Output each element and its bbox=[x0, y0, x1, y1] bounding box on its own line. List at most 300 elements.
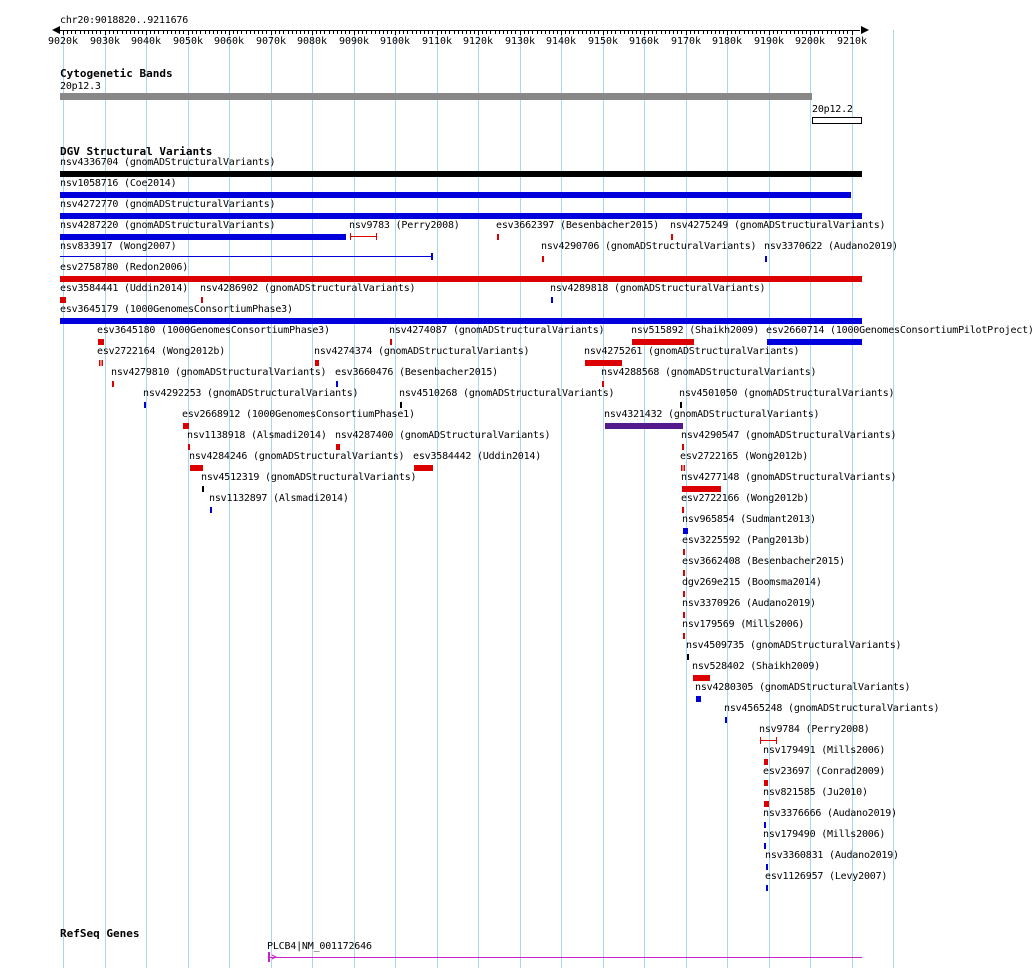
dgv-feature-bar[interactable] bbox=[602, 381, 604, 387]
scale-minor-tick bbox=[607, 31, 608, 34]
dgv-feature-label[interactable]: nsv4510268 (gnomADStructuralVariants) bbox=[399, 388, 615, 399]
dgv-feature-label[interactable]: nsv4286902 (gnomADStructuralVariants) bbox=[200, 283, 416, 294]
scale-minor-tick bbox=[217, 31, 218, 34]
scale-minor-tick bbox=[781, 31, 782, 34]
scale-minor-tick bbox=[75, 31, 76, 34]
dgv-feature-label[interactable]: nsv4274087 (gnomADStructuralVariants) bbox=[389, 325, 605, 336]
dgv-feature-bar[interactable] bbox=[202, 486, 204, 492]
scale-minor-tick bbox=[445, 31, 446, 34]
scale-tick bbox=[63, 30, 64, 35]
dgv-feature-label[interactable]: esv3225592 (Pang2013b) bbox=[682, 535, 811, 546]
scale-minor-tick bbox=[707, 31, 708, 34]
scale-tick bbox=[810, 30, 811, 35]
dgv-feature-bar[interactable] bbox=[766, 864, 768, 870]
scale-minor-tick bbox=[154, 31, 155, 34]
scale-minor-tick bbox=[499, 31, 500, 34]
scale-tick bbox=[520, 30, 521, 35]
scale-minor-tick bbox=[383, 31, 384, 34]
dgv-feature-bar[interactable] bbox=[682, 444, 684, 450]
scale-minor-tick bbox=[615, 31, 616, 34]
scale-minor-tick bbox=[611, 31, 612, 34]
scale-minor-tick bbox=[399, 31, 400, 34]
scale-minor-tick bbox=[669, 31, 670, 34]
scale-minor-tick bbox=[528, 31, 529, 34]
dgv-feature-bar[interactable] bbox=[680, 402, 682, 408]
scale-minor-tick bbox=[786, 31, 787, 34]
scale-minor-tick bbox=[764, 31, 765, 34]
scale-tick bbox=[437, 30, 438, 35]
dgv-feature-label[interactable]: nsv4275261 (gnomADStructuralVariants) bbox=[584, 346, 800, 357]
scale-minor-tick bbox=[142, 31, 143, 34]
dgv-feature-label[interactable]: nsv4292253 (gnomADStructuralVariants) bbox=[143, 388, 359, 399]
dgv-feature-bar[interactable] bbox=[683, 591, 685, 597]
dgv-feature-label[interactable]: nsv9783 (Perry2008) bbox=[349, 220, 460, 231]
scale-tick-label: 9050k bbox=[172, 36, 204, 47]
scale-minor-tick bbox=[84, 31, 85, 34]
scale-minor-tick bbox=[130, 31, 131, 34]
dgv-feature-bar[interactable] bbox=[683, 633, 685, 639]
scale-tick-label: 9170k bbox=[670, 36, 702, 47]
dgv-feature-bar[interactable] bbox=[542, 256, 544, 262]
scale-tick-label: 9100k bbox=[379, 36, 411, 47]
scale-minor-tick bbox=[744, 31, 745, 34]
scale-minor-tick bbox=[246, 31, 247, 34]
scale-minor-tick bbox=[648, 31, 649, 34]
scale-minor-tick bbox=[794, 31, 795, 34]
scale-minor-tick bbox=[748, 31, 749, 34]
scale-minor-tick bbox=[843, 31, 844, 34]
scale-minor-tick bbox=[677, 31, 678, 34]
dgv-feature-label[interactable]: esv3645180 (1000GenomesConsortiumPhase3) bbox=[97, 325, 330, 336]
dgv-feature-label[interactable]: nsv9784 (Perry2008) bbox=[759, 724, 870, 735]
scale-tick bbox=[603, 30, 604, 35]
scale-minor-tick bbox=[798, 31, 799, 34]
scale-tick bbox=[188, 30, 189, 35]
dgv-feature-bar[interactable] bbox=[400, 402, 402, 408]
scale-minor-tick bbox=[698, 31, 699, 34]
scale-tick-label: 9180k bbox=[711, 36, 743, 47]
scale-minor-tick bbox=[719, 31, 720, 34]
dgv-feature-bar[interactable] bbox=[764, 801, 769, 807]
scale-tick bbox=[644, 30, 645, 35]
scale-minor-tick bbox=[777, 31, 778, 34]
dgv-feature-label[interactable]: esv2722165 (Wong2012b) bbox=[680, 451, 809, 462]
dgv-feature-bar[interactable] bbox=[99, 360, 103, 366]
scale-minor-tick bbox=[822, 31, 823, 34]
scale-minor-tick bbox=[569, 31, 570, 34]
dgv-feature-bar[interactable] bbox=[682, 486, 721, 492]
scale-minor-tick bbox=[545, 31, 546, 34]
scale-minor-tick bbox=[735, 31, 736, 34]
dgv-feature-label[interactable]: nsv4279810 (gnomADStructuralVariants) bbox=[111, 367, 327, 378]
dgv-feature-label[interactable]: nsv3376666 (Audano2019) bbox=[763, 808, 897, 819]
dgv-track-title: DGV Structural Variants bbox=[60, 145, 213, 158]
scale-line bbox=[60, 30, 860, 31]
scale-minor-tick bbox=[122, 31, 123, 34]
dgv-feature-label[interactable]: nsv965854 (Sudmant2013) bbox=[682, 514, 816, 525]
refseq-track-title: RefSeq Genes bbox=[60, 927, 140, 940]
dgv-feature-bar[interactable] bbox=[760, 737, 777, 744]
dgv-feature-label[interactable]: dgv269e215 (Boomsma2014) bbox=[682, 577, 822, 588]
scale-minor-tick bbox=[553, 31, 554, 34]
dgv-feature-label[interactable]: nsv4321432 (gnomADStructuralVariants) bbox=[604, 409, 820, 420]
scale-minor-tick bbox=[300, 31, 301, 34]
scale-minor-tick bbox=[412, 31, 413, 34]
scale-minor-tick bbox=[598, 31, 599, 34]
dgv-feature-label[interactable]: nsv4290706 (gnomADStructuralVariants) bbox=[541, 241, 757, 252]
dgv-feature-label[interactable]: nsv4284246 (gnomADStructuralVariants) bbox=[189, 451, 405, 462]
dgv-feature-label[interactable]: nsv179491 (Mills2006) bbox=[763, 745, 886, 756]
scale-tick-label: 9040k bbox=[130, 36, 162, 47]
scale-minor-tick bbox=[320, 31, 321, 34]
scale-tick bbox=[229, 30, 230, 35]
scale-minor-tick bbox=[349, 31, 350, 34]
dgv-feature-bar[interactable] bbox=[764, 780, 768, 786]
scale-minor-tick bbox=[424, 31, 425, 34]
scale-minor-tick bbox=[175, 31, 176, 34]
cytoband-label: 20p12.3 bbox=[60, 81, 101, 92]
scale-tick bbox=[852, 30, 853, 35]
scale-minor-tick bbox=[620, 31, 621, 34]
scale-minor-tick bbox=[428, 31, 429, 34]
scale-minor-tick bbox=[279, 31, 280, 34]
cytoband-label: 20p12.2 bbox=[812, 104, 853, 115]
dgv-feature-label[interactable]: nsv833917 (Wong2007) bbox=[60, 241, 177, 252]
scale-minor-tick bbox=[387, 31, 388, 34]
dgv-feature-bar[interactable] bbox=[60, 192, 851, 198]
dgv-feature-bar[interactable] bbox=[696, 696, 701, 702]
dgv-feature-bar[interactable] bbox=[585, 360, 622, 366]
dgv-feature-label[interactable]: nsv528402 (Shaikh2009) bbox=[692, 661, 821, 672]
dgv-feature-bar[interactable] bbox=[60, 171, 862, 177]
scale-minor-tick bbox=[466, 31, 467, 34]
scale-minor-tick bbox=[756, 31, 757, 34]
scale-minor-tick bbox=[802, 31, 803, 34]
scale-minor-tick bbox=[490, 31, 491, 34]
scale-minor-tick bbox=[237, 31, 238, 34]
scale-minor-tick bbox=[839, 31, 840, 34]
scale-tick bbox=[146, 30, 147, 35]
dgv-feature-bar[interactable] bbox=[551, 297, 553, 303]
dgv-feature-bar[interactable] bbox=[681, 465, 685, 471]
scale-minor-tick bbox=[258, 31, 259, 34]
scale-minor-tick bbox=[221, 31, 222, 34]
gridline bbox=[893, 30, 894, 968]
scale-minor-tick bbox=[441, 31, 442, 34]
dgv-feature-label[interactable]: esv2722164 (Wong2012b) bbox=[97, 346, 226, 357]
scale-minor-tick bbox=[192, 31, 193, 34]
scale-minor-tick bbox=[92, 31, 93, 34]
scale-tick-label: 9110k bbox=[421, 36, 453, 47]
scale-minor-tick bbox=[652, 31, 653, 34]
scale-minor-tick bbox=[375, 31, 376, 34]
scale-minor-tick bbox=[739, 31, 740, 34]
scroll-right-arrow-icon[interactable] bbox=[861, 26, 869, 34]
scale-minor-tick bbox=[345, 31, 346, 34]
dgv-feature-bar[interactable] bbox=[144, 402, 146, 408]
scale-minor-tick bbox=[304, 31, 305, 34]
dgv-feature-bar[interactable] bbox=[414, 465, 433, 471]
dgv-feature-label[interactable]: nsv1058716 (Coe2014) bbox=[60, 178, 177, 189]
scale-minor-tick bbox=[262, 31, 263, 34]
dgv-feature-label[interactable]: nsv3370622 (Audano2019) bbox=[764, 241, 898, 252]
scale-tick bbox=[686, 30, 687, 35]
scale-minor-tick bbox=[537, 31, 538, 34]
scale-minor-tick bbox=[454, 31, 455, 34]
dgv-feature-bar[interactable] bbox=[671, 234, 673, 240]
dgv-feature-bar[interactable] bbox=[683, 549, 685, 555]
dgv-feature-label[interactable]: nsv3370926 (Audano2019) bbox=[682, 598, 816, 609]
dgv-feature-label[interactable]: nsv4290547 (gnomADStructuralVariants) bbox=[681, 430, 897, 441]
scale-minor-tick bbox=[847, 31, 848, 34]
dgv-feature-label[interactable]: nsv4275249 (gnomADStructuralVariants) bbox=[670, 220, 886, 231]
dgv-feature-bar[interactable] bbox=[765, 256, 767, 262]
position-label: chr20:9018820..9211676 bbox=[60, 15, 189, 26]
dgv-feature-label[interactable]: esv3584441 (Uddin2014) bbox=[60, 283, 189, 294]
dgv-feature-label[interactable]: esv3584442 (Uddin2014) bbox=[413, 451, 542, 462]
dgv-feature-label[interactable]: nsv4509735 (gnomADStructuralVariants) bbox=[686, 640, 902, 651]
gene-label[interactable]: PLCB4|NM_001172646 bbox=[267, 941, 372, 952]
dgv-feature-label[interactable]: nsv4336704 (gnomADStructuralVariants) bbox=[60, 157, 276, 168]
scale-minor-tick bbox=[171, 31, 172, 34]
scale-tick-label: 9190k bbox=[753, 36, 785, 47]
scale-minor-tick bbox=[806, 31, 807, 34]
dgv-feature-bar[interactable] bbox=[764, 759, 768, 765]
scale-minor-tick bbox=[213, 31, 214, 34]
scale-minor-tick bbox=[565, 31, 566, 34]
dgv-feature-bar[interactable] bbox=[725, 717, 727, 723]
scale-tick bbox=[271, 30, 272, 35]
dgv-feature-label[interactable]: nsv1132897 (Alsmadi2014) bbox=[209, 493, 349, 504]
scale-minor-tick bbox=[126, 31, 127, 34]
dgv-feature-label[interactable]: nsv515892 (Shaikh2009) bbox=[631, 325, 760, 336]
dgv-feature-bar[interactable] bbox=[683, 570, 685, 576]
dgv-feature-bar[interactable] bbox=[60, 318, 862, 324]
scale-minor-tick bbox=[254, 31, 255, 34]
scale-minor-tick bbox=[167, 31, 168, 34]
dgv-feature-label[interactable]: nsv4280305 (gnomADStructuralVariants) bbox=[695, 682, 911, 693]
scale-tick-label: 9160k bbox=[628, 36, 660, 47]
dgv-feature-label[interactable]: nsv4287220 (gnomADStructuralVariants) bbox=[60, 220, 276, 231]
scale-minor-tick bbox=[407, 31, 408, 34]
scale-minor-tick bbox=[482, 31, 483, 34]
scale-minor-tick bbox=[628, 31, 629, 34]
scale-minor-tick bbox=[196, 31, 197, 34]
scale-minor-tick bbox=[266, 31, 267, 34]
dgv-feature-label[interactable]: nsv4565248 (gnomADStructuralVariants) bbox=[724, 703, 940, 714]
cytoband-20p12-3[interactable] bbox=[60, 93, 812, 100]
scale-minor-tick bbox=[292, 31, 293, 34]
dgv-feature-label[interactable]: nsv4288568 (gnomADStructuralVariants) bbox=[601, 367, 817, 378]
scale-minor-tick bbox=[827, 31, 828, 34]
dgv-feature-label[interactable]: nsv3360831 (Audano2019) bbox=[765, 850, 899, 861]
scale-minor-tick bbox=[163, 31, 164, 34]
scale-minor-tick bbox=[486, 31, 487, 34]
dgv-feature-label[interactable]: nsv821585 (Ju2010) bbox=[763, 787, 868, 798]
dgv-feature-label[interactable]: nsv4512319 (gnomADStructuralVariants) bbox=[201, 472, 417, 483]
scale-minor-tick bbox=[549, 31, 550, 34]
scale-minor-tick bbox=[582, 31, 583, 34]
scale-minor-tick bbox=[632, 31, 633, 34]
dgv-feature-label[interactable]: nsv4289818 (gnomADStructuralVariants) bbox=[550, 283, 766, 294]
scale-minor-tick bbox=[179, 31, 180, 34]
dgv-feature-bar[interactable] bbox=[60, 276, 862, 282]
scale-tick-label: 9120k bbox=[462, 36, 494, 47]
scale-tick bbox=[105, 30, 106, 35]
dgv-feature-bar[interactable] bbox=[687, 654, 689, 660]
dgv-feature-label[interactable]: esv2722166 (Wong2012b) bbox=[681, 493, 810, 504]
dgv-feature-bar[interactable] bbox=[210, 507, 212, 513]
scale-minor-tick bbox=[731, 31, 732, 34]
dgv-feature-bar[interactable] bbox=[190, 465, 203, 471]
dgv-feature-bar[interactable] bbox=[188, 444, 190, 450]
gene-model[interactable] bbox=[270, 957, 862, 958]
scale-minor-tick bbox=[432, 31, 433, 34]
scale-minor-tick bbox=[590, 31, 591, 34]
scale-minor-tick bbox=[532, 31, 533, 34]
scale-minor-tick bbox=[88, 31, 89, 34]
scale-minor-tick bbox=[636, 31, 637, 34]
gene-start-arrow-icon bbox=[266, 952, 278, 964]
dgv-feature-label[interactable]: esv23697 (Conrad2009) bbox=[763, 766, 886, 777]
scale-minor-tick bbox=[96, 31, 97, 34]
scale-tick-label: 9020k bbox=[47, 36, 79, 47]
scale-minor-tick bbox=[773, 31, 774, 34]
dgv-feature-bar[interactable] bbox=[764, 843, 766, 849]
scale-minor-tick bbox=[624, 31, 625, 34]
dgv-feature-bar[interactable] bbox=[183, 423, 189, 429]
dgv-feature-label[interactable]: nsv4501050 (gnomADStructuralVariants) bbox=[679, 388, 895, 399]
scale-minor-tick bbox=[379, 31, 380, 34]
scale-minor-tick bbox=[341, 31, 342, 34]
scale-minor-tick bbox=[470, 31, 471, 34]
dgv-feature-label[interactable]: nsv1138918 (Alsmadi2014) bbox=[187, 430, 327, 441]
cytoband-20p12-2[interactable] bbox=[812, 117, 862, 124]
scale-tick-label: 9070k bbox=[255, 36, 287, 47]
scale-minor-tick bbox=[715, 31, 716, 34]
scale-minor-tick bbox=[134, 31, 135, 34]
scale-minor-tick bbox=[358, 31, 359, 34]
scale-minor-tick bbox=[333, 31, 334, 34]
scale-minor-tick bbox=[831, 31, 832, 34]
dgv-feature-bar[interactable] bbox=[60, 297, 66, 303]
scale-minor-tick bbox=[420, 31, 421, 34]
scale-minor-tick bbox=[681, 31, 682, 34]
dgv-feature-bar[interactable] bbox=[497, 234, 499, 240]
dgv-feature-label[interactable]: esv3660476 (Besenbacher2015) bbox=[335, 367, 498, 378]
scale-tick-label: 9150k bbox=[587, 36, 619, 47]
scale-minor-tick bbox=[673, 31, 674, 34]
dgv-feature-label[interactable]: esv2660714 (1000GenomesConsortiumPilotProject) bbox=[766, 325, 1034, 336]
dgv-feature-label[interactable]: nsv4274374 (gnomADStructuralVariants) bbox=[314, 346, 530, 357]
scale-minor-tick bbox=[640, 31, 641, 34]
scale-minor-tick bbox=[760, 31, 761, 34]
dgv-feature-bar[interactable] bbox=[683, 612, 685, 618]
scale-minor-tick bbox=[656, 31, 657, 34]
dgv-feature-bar[interactable] bbox=[767, 339, 862, 345]
dgv-feature-bar[interactable] bbox=[683, 528, 688, 534]
dgv-feature-label[interactable]: nsv4287400 (gnomADStructuralVariants) bbox=[335, 430, 551, 441]
dgv-feature-bar[interactable] bbox=[60, 234, 346, 240]
scroll-left-arrow-icon[interactable] bbox=[52, 26, 60, 34]
dgv-feature-bar[interactable] bbox=[336, 444, 340, 450]
scale-minor-tick bbox=[80, 31, 81, 34]
dgv-feature-bar[interactable] bbox=[201, 297, 203, 303]
scale-minor-tick bbox=[703, 31, 704, 34]
scale-tick bbox=[312, 30, 313, 35]
scale-minor-tick bbox=[391, 31, 392, 34]
dgv-feature-bar[interactable] bbox=[632, 339, 694, 345]
dgv-feature-bar[interactable] bbox=[112, 381, 114, 387]
scale-minor-tick bbox=[233, 31, 234, 34]
scale-minor-tick bbox=[594, 31, 595, 34]
dgv-feature-bar[interactable] bbox=[350, 233, 377, 240]
dgv-feature-label[interactable]: nsv4277148 (gnomADStructuralVariants) bbox=[681, 472, 897, 483]
dgv-feature-bar[interactable] bbox=[764, 822, 766, 828]
scale-tick bbox=[769, 30, 770, 35]
scale-minor-tick bbox=[835, 31, 836, 34]
scale-tick bbox=[354, 30, 355, 35]
dgv-feature-bar[interactable] bbox=[336, 381, 338, 387]
scale-minor-tick bbox=[138, 31, 139, 34]
dgv-feature-label[interactable]: esv2668912 (1000GenomesConsortiumPhase1) bbox=[182, 409, 415, 420]
scale-minor-tick bbox=[818, 31, 819, 34]
scale-minor-tick bbox=[113, 31, 114, 34]
dgv-feature-bar[interactable] bbox=[390, 339, 392, 345]
scale-minor-tick bbox=[250, 31, 251, 34]
dgv-feature-label[interactable]: esv1126957 (Levy2007) bbox=[765, 871, 888, 882]
scale-minor-tick bbox=[711, 31, 712, 34]
dgv-feature-bar[interactable] bbox=[60, 213, 862, 219]
cytoband-track-title: Cytogenetic Bands bbox=[60, 67, 173, 80]
scale-minor-tick bbox=[495, 31, 496, 34]
scale-minor-tick bbox=[324, 31, 325, 34]
scale-minor-tick bbox=[296, 31, 297, 34]
scale-tick bbox=[727, 30, 728, 35]
dgv-feature-label[interactable]: nsv179490 (Mills2006) bbox=[763, 829, 886, 840]
scale-tick bbox=[395, 30, 396, 35]
dgv-feature-label[interactable]: esv3662408 (Besenbacher2015) bbox=[682, 556, 845, 567]
scale-minor-tick bbox=[586, 31, 587, 34]
dgv-feature-bar[interactable] bbox=[98, 339, 104, 345]
scale-tick-label: 9090k bbox=[338, 36, 370, 47]
scale-minor-tick bbox=[511, 31, 512, 34]
dgv-feature-label[interactable]: esv3662397 (Besenbacher2015) bbox=[496, 220, 659, 231]
scale-minor-tick bbox=[117, 31, 118, 34]
dgv-feature-bar[interactable] bbox=[766, 885, 768, 891]
dgv-feature-bar[interactable] bbox=[682, 507, 684, 513]
scale-tick-label: 9130k bbox=[504, 36, 536, 47]
scale-tick-label: 9210k bbox=[836, 36, 868, 47]
scale-tick-label: 9060k bbox=[213, 36, 245, 47]
scale-minor-tick bbox=[690, 31, 691, 34]
dgv-feature-label[interactable]: nsv4272770 (gnomADStructuralVariants) bbox=[60, 199, 276, 210]
scale-minor-tick bbox=[183, 31, 184, 34]
dgv-feature-bar[interactable] bbox=[693, 675, 710, 681]
dgv-feature-label[interactable]: nsv179569 (Mills2006) bbox=[682, 619, 805, 630]
scale-minor-tick bbox=[67, 31, 68, 34]
dgv-feature-label[interactable]: esv3645179 (1000GenomesConsortiumPhase3) bbox=[60, 304, 293, 315]
dgv-feature-bar[interactable] bbox=[605, 423, 683, 429]
scale-minor-tick bbox=[474, 31, 475, 34]
dgv-feature-bar[interactable] bbox=[315, 360, 319, 366]
scale-minor-tick bbox=[150, 31, 151, 34]
scale-minor-tick bbox=[100, 31, 101, 34]
dgv-feature-bar[interactable] bbox=[60, 256, 432, 257]
scale-minor-tick bbox=[752, 31, 753, 34]
scale-minor-tick bbox=[723, 31, 724, 34]
dgv-feature-label[interactable]: esv2758780 (Redon2006) bbox=[60, 262, 189, 273]
